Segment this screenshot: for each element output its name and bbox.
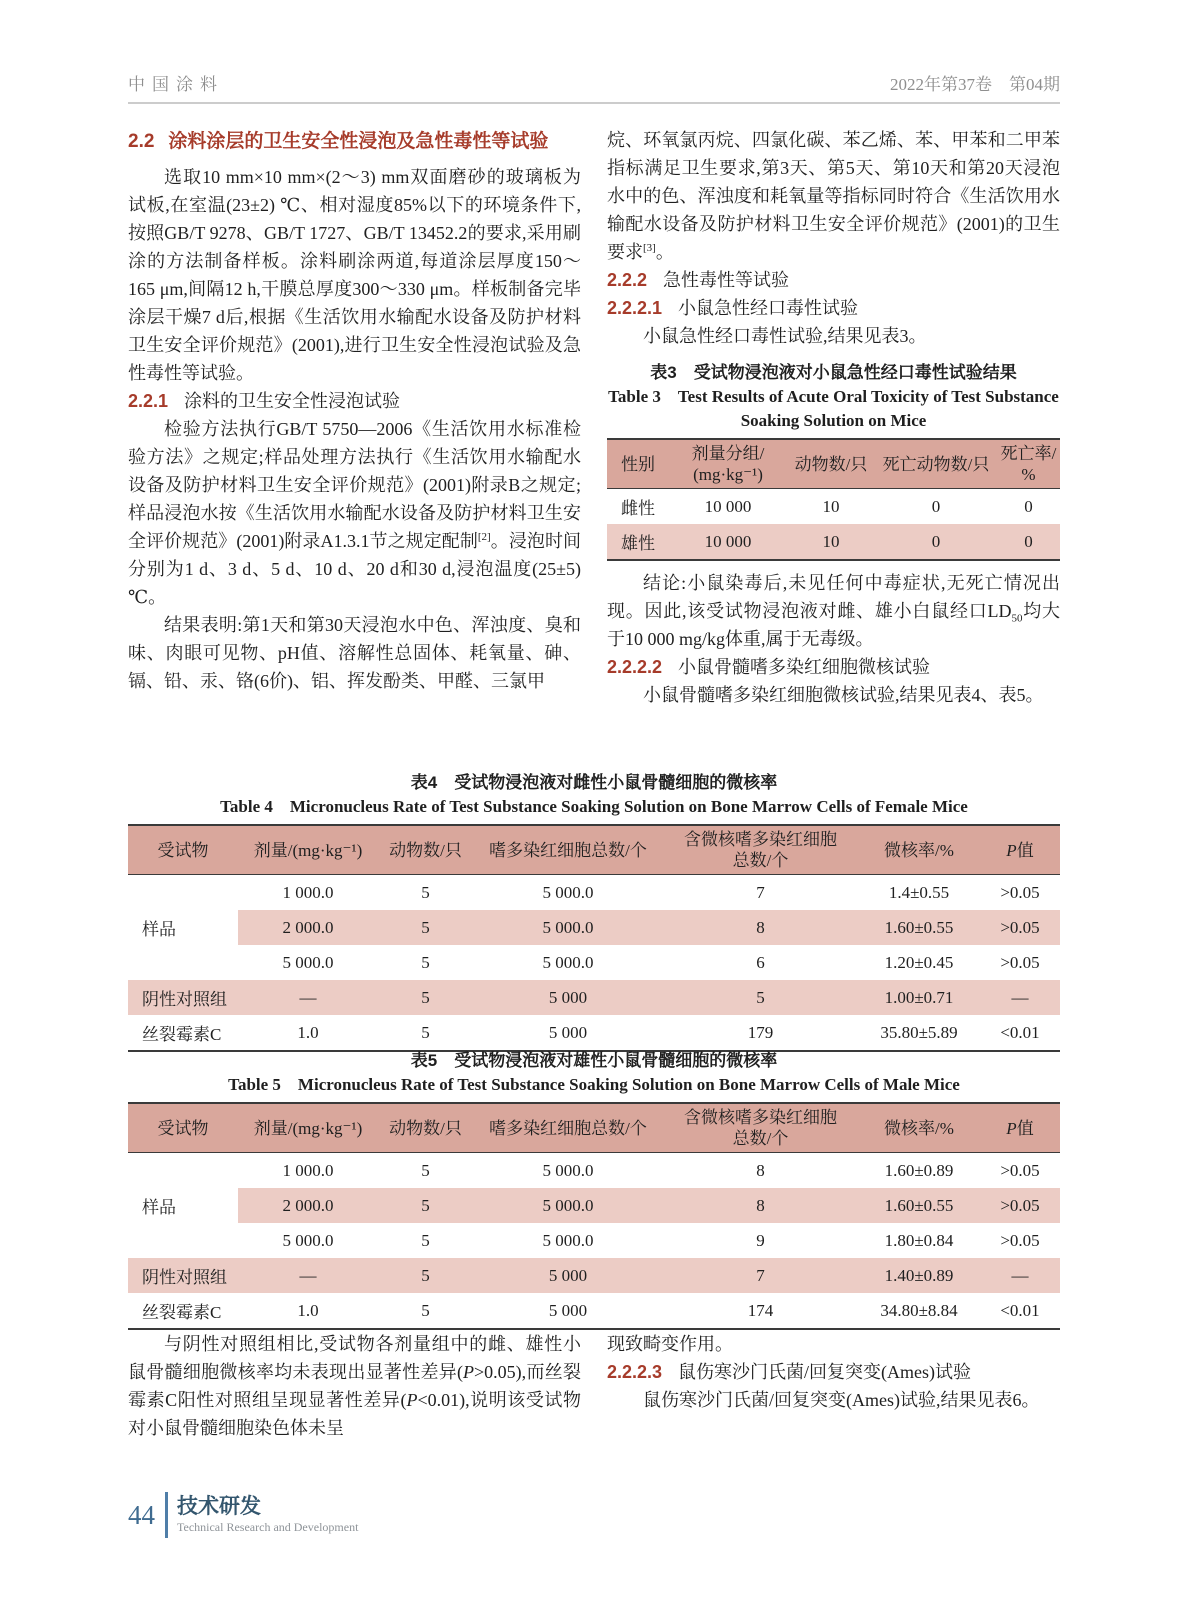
page-number: 44: [128, 1499, 155, 1530]
text-run: 与阴性对照组相比,受试物各剂量组中的雌、雄性小鼠骨髓细胞微核率均未表现出显著性差异(: [128, 1334, 581, 1382]
table-cell: 5 000.0: [473, 1223, 663, 1258]
table-row: [128, 910, 1060, 945]
table3-title-en: Table 3 Test Results of Acute Oral Toxicity of Test Substance Soaking Solution on Mice: [608, 387, 1059, 430]
table-cell: 10 000: [669, 489, 787, 525]
table-cell: 8: [663, 1153, 858, 1189]
journal-name: 中国涂料: [128, 75, 224, 94]
col-header-dose: 剂量分组/ (mg·kg⁻¹): [669, 439, 787, 489]
table-cell: 179: [663, 1015, 858, 1051]
table-cell: 2 000.0: [238, 910, 378, 945]
table-cell: 5: [378, 1015, 473, 1051]
table-cell: —: [980, 1258, 1060, 1293]
table-row: [128, 1153, 1060, 1189]
table-cell: 1.0: [238, 1015, 378, 1051]
left-column: [128, 1330, 581, 1442]
table-cell: 5: [378, 1293, 473, 1329]
section-number: 2.2.2.1: [607, 298, 663, 318]
table-cell: 1 000.0: [238, 875, 378, 911]
text-run: 烷、环氧氯丙烷、四氯化碳、苯乙烯、苯、甲苯和二甲苯指标满足卫生要求,第3天、第5天、第10天和第20天浸泡水中的色、浑浊度和耗氧量等指标同时符合《生活饮用水输配水设备及防护材料卫生安全评价规范》(2001)的卫生要求: [607, 130, 1060, 262]
issue-info: 2022年第37卷 第04期: [890, 75, 1060, 94]
table-cell: 10: [787, 524, 875, 560]
table-cell: 2 000.0: [238, 1188, 378, 1223]
table-row: [128, 875, 1060, 911]
p-symbol: P: [463, 1362, 475, 1382]
table-cell: 7: [663, 1258, 858, 1293]
table-cell: 5 000: [473, 1293, 663, 1329]
table-row-mitomycin-c: [128, 1015, 1060, 1051]
section-title: 涂料的卫生安全性浸泡试验: [184, 391, 401, 411]
table-cell: 5: [378, 980, 473, 1015]
section-heading-2-2-2-3: [607, 1358, 1060, 1386]
text-run: 。: [655, 242, 674, 262]
section-heading-2-2-2-1: [607, 294, 1060, 322]
table-cell: 1.00±0.71: [858, 980, 980, 1015]
col-header-substance: 受试物: [128, 1103, 238, 1153]
table-cell: 0: [997, 489, 1060, 525]
table-cell: 5 000.0: [473, 910, 663, 945]
table-cell: >0.05: [980, 910, 1060, 945]
col-header-animal-count: 动物数/只: [787, 439, 875, 489]
section-heading-2-2: [128, 126, 581, 158]
citation-2: [2]: [477, 531, 491, 543]
paragraph-micronucleus-discussion: [128, 1330, 581, 1442]
table5-block: [128, 1048, 1060, 1330]
table-cell: 6: [663, 945, 858, 980]
section-number: 2.2.1: [128, 391, 169, 411]
table-cell: 8: [663, 1188, 858, 1223]
table4-micronucleus-female: [128, 824, 1060, 1052]
section-heading-2-2-1: [128, 387, 581, 415]
table4-title-cn: 表4 受试物浸泡液对雌性小鼠骨髓细胞的微核率: [410, 773, 778, 792]
table-cell: 丝裂霉素C: [128, 1293, 238, 1329]
table-cell: 5 000: [473, 980, 663, 1015]
table-cell: <0.01: [980, 1293, 1060, 1329]
table-cell: 5 000.0: [473, 945, 663, 980]
group-label-sample: 样品: [128, 875, 238, 981]
table-cell: 5 000: [473, 1258, 663, 1293]
table-row: [128, 945, 1060, 980]
table-cell: 5 000.0: [238, 1223, 378, 1258]
col-header-micronucleated-pce: 含微核嗜多染红细胞 总数/个: [663, 1103, 858, 1153]
p-symbol: P: [406, 1390, 418, 1410]
table-cell: 1.20±0.45: [858, 945, 980, 980]
left-column: [128, 126, 581, 709]
group-label-sample: 样品: [128, 1153, 238, 1259]
table4-title-en: Table 4 Micronucleus Rate of Test Substance Soaking Solution on Bone Marrow Cells of Female Mice: [220, 797, 968, 816]
table3-titles: [607, 360, 1060, 433]
paragraph-indicators-continued: [607, 126, 1060, 266]
table-cell: 5: [378, 1153, 473, 1189]
table-cell: 5 000.0: [473, 875, 663, 911]
table-cell: 1.0: [238, 1293, 378, 1329]
ld50-subscript: 50: [1011, 612, 1023, 625]
text-run: 均大于10 000 mg/kg体重,属于无毒级。: [607, 601, 1061, 649]
table-cell: 1.40±0.89: [858, 1258, 980, 1293]
section-title: 涂料涂层的卫生安全性浸泡及急性毒性等试验: [168, 131, 549, 152]
table-cell: 34.80±8.84: [858, 1293, 980, 1329]
paragraph-table3-ref: 小鼠急性经口毒性试验,结果见表3。: [643, 326, 927, 346]
table5-title-en: Table 5 Micronucleus Rate of Test Substance Soaking Solution on Bone Marrow Cells of Male Mice: [228, 1075, 960, 1094]
section-title: 小鼠骨髓嗜多染红细胞微核试验: [678, 657, 931, 677]
paragraph-test-method: [128, 415, 581, 611]
col-header-micronucleus-rate: 微核率/%: [858, 1103, 980, 1153]
table-cell: 1 000.0: [238, 1153, 378, 1189]
section-heading-2-2-2-2: [607, 653, 1060, 681]
col-header-micronucleus-rate: 微核率/%: [858, 825, 980, 875]
footer-section-en: Technical Research and Development: [177, 1520, 359, 1534]
text-run: >0.05),而丝裂霉素C阳性对照组呈现显著性差异(: [128, 1362, 581, 1410]
section-number: 2.2.2.3: [607, 1362, 663, 1382]
table-cell: 10: [787, 489, 875, 525]
table-cell: 5: [378, 1188, 473, 1223]
table-cell: >0.05: [980, 1188, 1060, 1223]
table3-acute-oral-toxicity: [607, 438, 1060, 561]
page-header: [128, 70, 1060, 104]
table-cell: 8: [663, 910, 858, 945]
table-cell: 雌性: [607, 489, 669, 525]
paragraph-results-day1-30: 结果表明:第1天和第30天浸泡水中色、浑浊度、臭和味、肉眼可见物、pH值、溶解性总固体、耗氧量、砷、镉、铅、汞、铬(6价)、铝、挥发酚类、甲醛、三氯甲: [128, 615, 581, 691]
paragraph-conclusion: [607, 569, 1060, 653]
col-header-dose: 剂量/(mg·kg⁻¹): [238, 1103, 378, 1153]
table-row-negative-control: [128, 980, 1060, 1015]
text-run: 结论:小鼠染毒后,未见任何中毒症状,无死亡情况出现。因此,该受试物浸泡液对雌、雄小白鼠经口LD: [607, 573, 1060, 621]
table-cell: >0.05: [980, 1153, 1060, 1189]
footer-section: [177, 1494, 358, 1536]
table-cell: 1.80±0.84: [858, 1223, 980, 1258]
table-row: [128, 1188, 1060, 1223]
col-header-dose: 剂量/(mg·kg⁻¹): [238, 825, 378, 875]
table-cell: —: [980, 980, 1060, 1015]
citation-3: [3]: [643, 242, 656, 254]
footer-section-cn: 技术研发: [177, 1495, 261, 1518]
table-cell: 0: [875, 489, 997, 525]
table5-micronucleus-male: [128, 1102, 1060, 1330]
text-run: 。浸泡时间分别为1 d、3 d、5 d、10 d、20 d和30 d,浸泡温度(25±5) ℃。: [128, 531, 581, 607]
col-header-animal-count: 动物数/只: [378, 1103, 473, 1153]
table-cell: 5: [378, 1223, 473, 1258]
table-cell: 5 000.0: [238, 945, 378, 980]
table-cell: >0.05: [980, 875, 1060, 911]
table-cell: 阴性对照组: [128, 1258, 238, 1293]
table-cell: 5 000.0: [473, 1188, 663, 1223]
col-header-substance: 受试物: [128, 825, 238, 875]
table-cell: 5: [378, 945, 473, 980]
col-header-pce-total: 嗜多染红细胞总数/个: [473, 1103, 663, 1153]
table-cell: —: [238, 1258, 378, 1293]
table3-header-row: [607, 439, 1060, 489]
top-columns: [128, 126, 1060, 709]
table-cell: 5: [663, 980, 858, 1015]
table-cell: 丝裂霉素C: [128, 1015, 238, 1051]
right-column: [607, 1330, 1060, 1442]
table5-header-row: [128, 1103, 1060, 1153]
table-cell: >0.05: [980, 1223, 1060, 1258]
paragraph-table6-ref: 鼠伤寒沙门氏菌/回复突变(Ames)试验,结果见表6。: [643, 1390, 1040, 1410]
col-header-animal-count: 动物数/只: [378, 825, 473, 875]
table-cell: 174: [663, 1293, 858, 1329]
right-column: [607, 126, 1060, 709]
table3-row-male: [607, 524, 1060, 560]
table-cell: 阴性对照组: [128, 980, 238, 1015]
table-cell: 雄性: [607, 524, 669, 560]
section-title: 小鼠急性经口毒性试验: [678, 298, 859, 318]
table-cell: 0: [997, 524, 1060, 560]
section-number: 2.2.2: [607, 270, 648, 290]
col-header-death-rate: 死亡率/ %: [997, 439, 1060, 489]
section-number: 2.2.2.2: [607, 657, 663, 677]
col-header-pce-total: 嗜多染红细胞总数/个: [473, 825, 663, 875]
table5-title-cn: 表5 受试物浸泡液对雄性小鼠骨髓细胞的微核率: [410, 1051, 778, 1070]
table-cell: 5 000.0: [473, 1153, 663, 1189]
paragraph-discussion-continued: 现致畸变作用。: [607, 1334, 733, 1354]
footer-divider-bar: [165, 1492, 168, 1538]
table4-block: [128, 770, 1060, 1052]
page-footer: [128, 1492, 1060, 1538]
col-header-sex: 性别: [607, 439, 669, 489]
section-title: 急性毒性等试验: [663, 270, 790, 290]
table-row: [128, 1223, 1060, 1258]
section-heading-2-2-2: [607, 266, 1060, 294]
table3-row-female: [607, 489, 1060, 525]
section-number: 2.2: [128, 131, 155, 152]
table-cell: 5: [378, 910, 473, 945]
text-run: 检验方法执行GB/T 5750—2006《生活饮用水标准检验方法》之规定;样品处理方法执行《生活饮用水输配水设备及防护材料卫生安全评价规范》(2001)附录B之规定;样品浸泡水按《生活饮用水输配水设备及防护材料卫生安全评价规范》(2001)附录A1.3.1节之规定配制: [128, 419, 581, 551]
table-cell: <0.01: [980, 1015, 1060, 1051]
col-header-p-value: P值: [980, 825, 1060, 875]
col-header-micronucleated-pce: 含微核嗜多染红细胞 总数/个: [663, 825, 858, 875]
table-cell: 1.60±0.55: [858, 910, 980, 945]
table-cell: 0: [875, 524, 997, 560]
table3-title-cn: 表3 受试物浸泡液对小鼠急性经口毒性试验结果: [650, 363, 1017, 382]
table-cell: 5: [378, 875, 473, 911]
col-header-p-value: P值: [980, 1103, 1060, 1153]
section-title: 鼠伤寒沙门氏菌/回复突变(Ames)试验: [678, 1362, 972, 1382]
table-cell: 9: [663, 1223, 858, 1258]
table-cell: 7: [663, 875, 858, 911]
table-cell: 1.60±0.55: [858, 1188, 980, 1223]
table-row-mitomycin-c: [128, 1293, 1060, 1329]
table-cell: >0.05: [980, 945, 1060, 980]
bottom-columns: [128, 1330, 1060, 1442]
table-cell: 5 000: [473, 1015, 663, 1051]
table-cell: 35.80±5.89: [858, 1015, 980, 1051]
text-run: <0.01),说明该受试物对小鼠骨髓细胞染色体未呈: [128, 1390, 581, 1438]
paragraph-table45-ref: 小鼠骨髓嗜多染红细胞微核试验,结果见表4、表5。: [643, 685, 1044, 705]
table4-header-row: [128, 825, 1060, 875]
table-cell: 5: [378, 1258, 473, 1293]
table-cell: 10 000: [669, 524, 787, 560]
paragraph-sample-prep: 选取10 mm×10 mm×(2～3) mm双面磨砂的玻璃板为试板,在室温(23±2) ℃、相对湿度85%以下的环境条件下,按照GB/T 9278、GB/T 1727、GB/T 13452.2的要求,采用刷涂的方法制备样板。涂料刷涂两道,每道涂层厚度150～165 μm,间隔12 h,干膜总厚度300～330 μm。样板制备完毕涂层干燥7 d后,根据《生活饮用水输配水设备及防护材料卫生安全评价规范》(2001),进行卫生安全性浸泡试验及急性毒性等试验。: [128, 167, 581, 383]
table-cell: —: [238, 980, 378, 1015]
table-cell: 1.60±0.89: [858, 1153, 980, 1189]
table-cell: 1.4±0.55: [858, 875, 980, 911]
col-header-death-count: 死亡动物数/只: [875, 439, 997, 489]
table-row-negative-control: [128, 1258, 1060, 1293]
